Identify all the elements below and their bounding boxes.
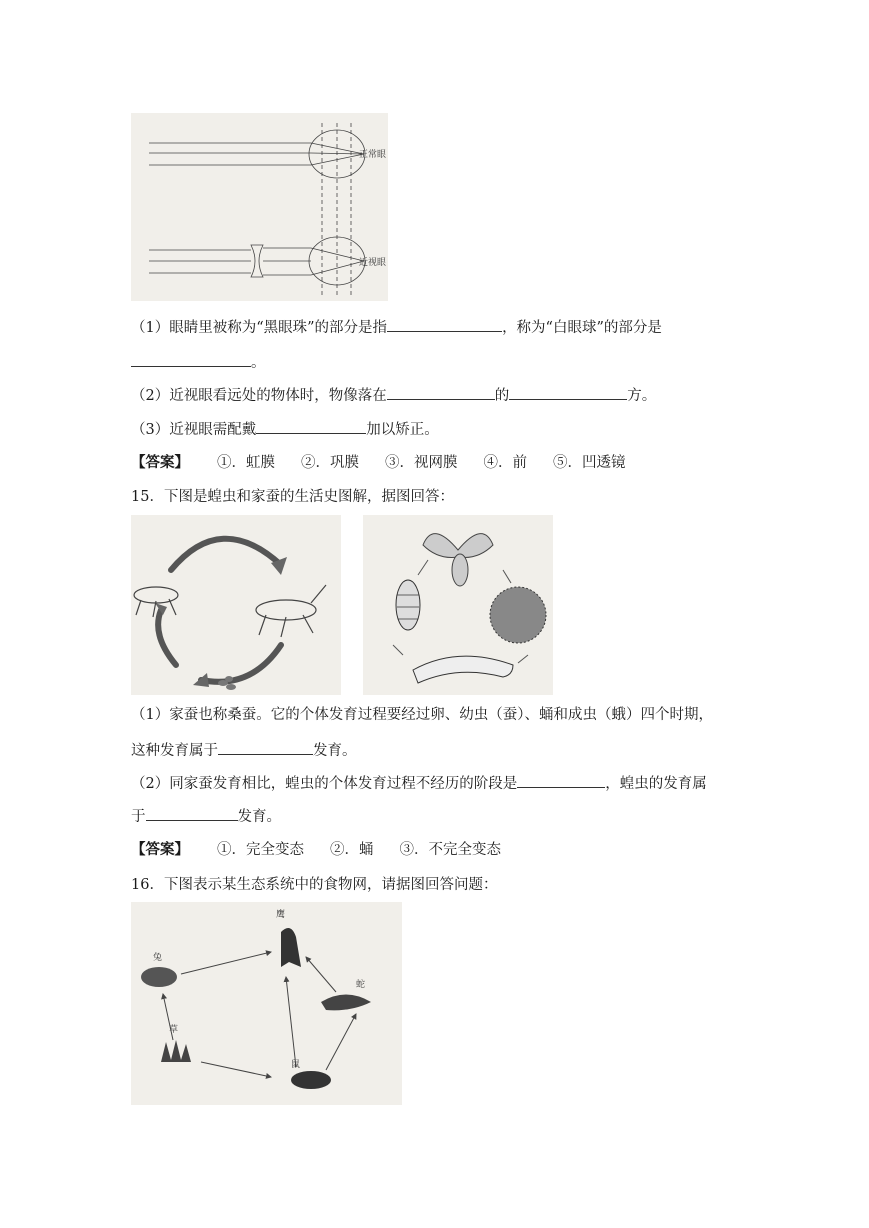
food-web [131, 902, 402, 1105]
blank-6[interactable] [218, 740, 313, 755]
q15-stem: 15．下图是蝗虫和家蚕的生活史图解，据图回答： [131, 489, 454, 505]
label-myopia-eye: 近视眼 [359, 258, 387, 268]
mouse-shape [291, 1071, 331, 1089]
q15-part2-line1: （2）同家蚕发育相比，蝗虫的个体发育过程不经历的阶段是 ，蝗虫的发育属 [131, 773, 707, 794]
blank-1[interactable] [387, 317, 502, 332]
locust-lifecycle-figure [131, 515, 341, 695]
silkworm-lifecycle-figure [363, 515, 553, 695]
q15-part1-line2: 这种发育属于 发育。 [131, 740, 357, 761]
blank-3[interactable] [387, 385, 495, 400]
label-eagle: 鹰 [276, 910, 286, 920]
q14-part3: （3）近视眼需配戴 加以矫正。 [131, 419, 439, 440]
blank-7[interactable] [517, 773, 605, 788]
label-normal-eye: 正常眼 [359, 150, 387, 160]
eye-diagram [131, 113, 388, 301]
q15-part2-line2: 于 发育。 [131, 806, 281, 827]
q15-part1-line1: （1）家蚕也称桑蚕。它的个体发育过程要经过卵、幼虫（蚕）、蛹和成虫（蛾）四个时期， [131, 707, 713, 723]
q14-answer: 【答案】 ①．虹膜 ②．巩膜 ③．视网膜 ④．前 ⑤．凹透镜 [131, 454, 626, 471]
blank-2[interactable] [131, 352, 251, 367]
eagle-shape [281, 928, 301, 967]
q14-part1-line1: （1）眼睛里被称为“黑眼珠”的部分是指 ，称为“白眼球”的部分是 [131, 317, 662, 338]
locust-lifecycle [131, 515, 341, 695]
label-rabbit: 兔 [153, 953, 163, 963]
answer-tag: 【答案】 [131, 841, 189, 858]
label-grass: 草 [169, 1025, 179, 1035]
blank-8[interactable] [146, 806, 238, 821]
food-web-figure [131, 902, 402, 1105]
eye-diagram-figure [131, 113, 388, 301]
rabbit-shape [141, 967, 177, 987]
grass-shape [161, 1040, 191, 1062]
q15-answer: 【答案】 ①．完全变态 ②．蛹 ③．不完全变态 [131, 841, 501, 858]
blank-5[interactable] [256, 419, 366, 434]
label-mouse: 鼠 [291, 1060, 301, 1070]
silkworm-lifecycle [363, 515, 553, 695]
blank-4[interactable] [509, 385, 627, 400]
label-snake: 蛇 [356, 980, 366, 990]
q14-part1-line2: 。 [131, 352, 266, 373]
answer-tag: 【答案】 [131, 454, 189, 471]
q14-part2: （2）近视眼看远处的物体时，物像落在 的 方。 [131, 385, 656, 406]
q16-stem: 16．下图表示某生态系统中的食物网，请据图回答问题： [131, 877, 498, 893]
snake-shape [321, 995, 371, 1011]
